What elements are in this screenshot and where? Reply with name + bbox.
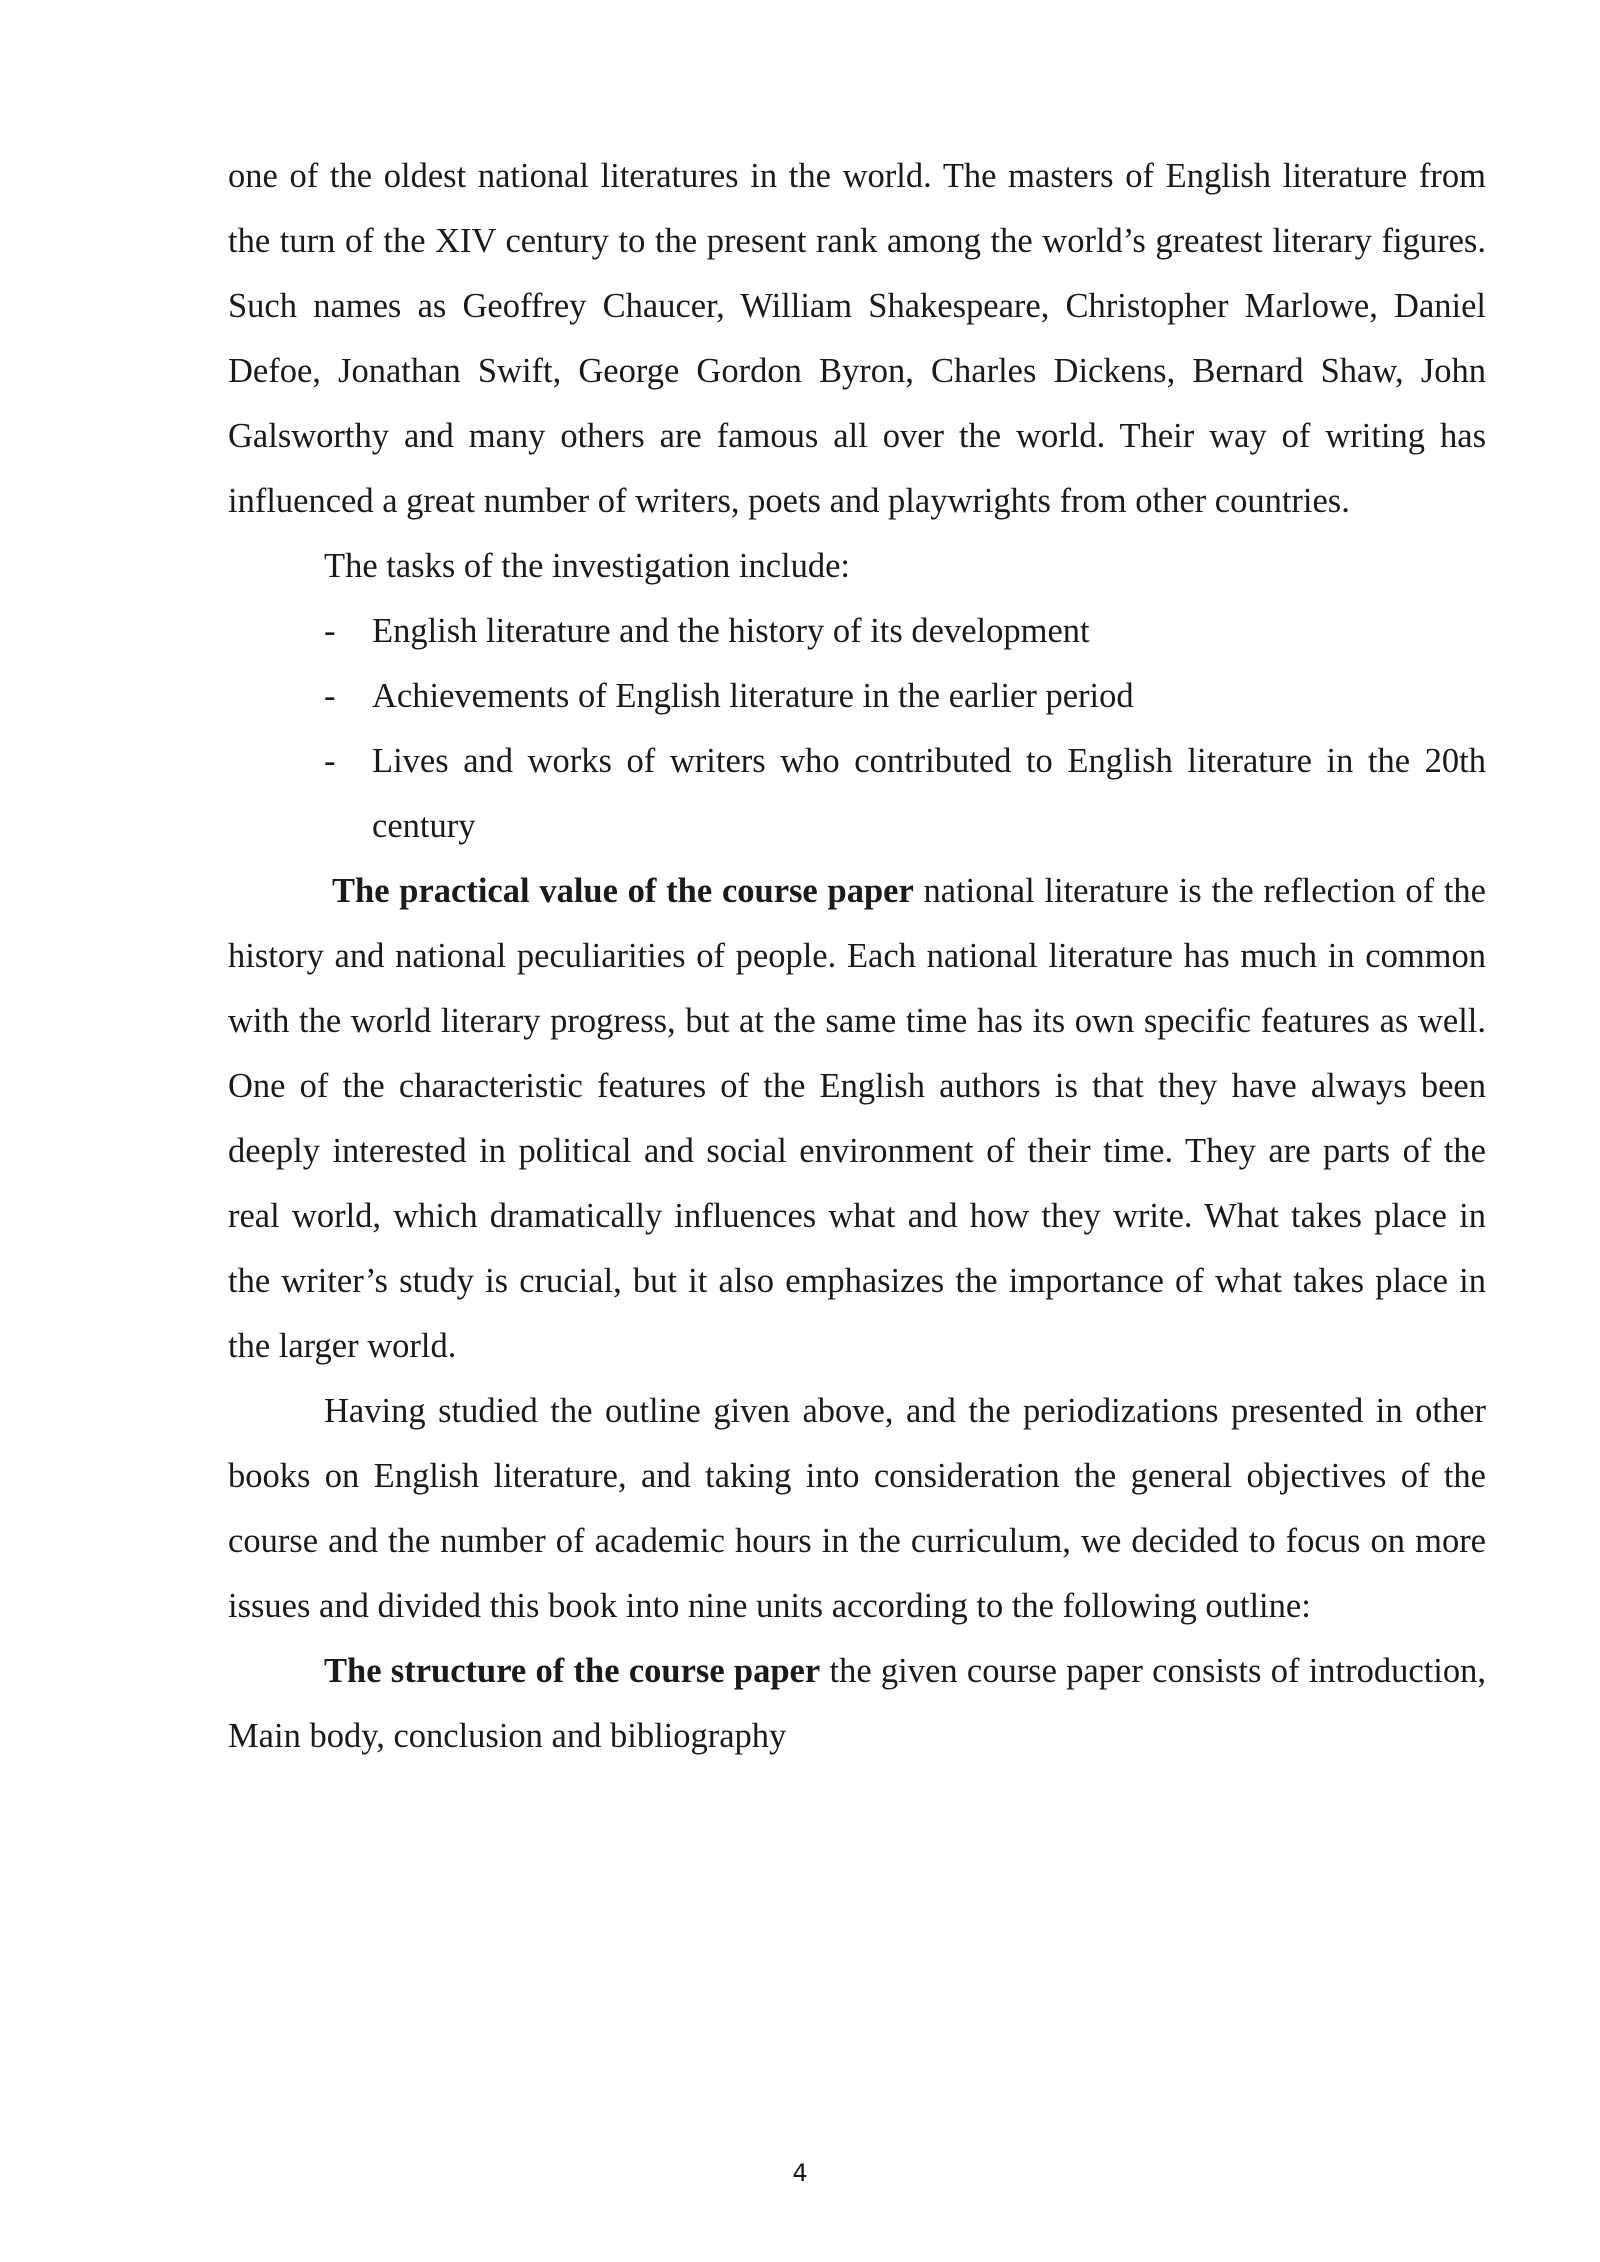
structure-paragraph — [228, 1639, 1486, 1769]
list-dash: - — [324, 612, 336, 650]
practical-value-paragraph — [228, 859, 1486, 1379]
structure-heading: The structure of the course paper — [324, 1652, 821, 1690]
document-body — [228, 144, 1486, 1769]
task-text: English literature and the history of its development — [372, 612, 1090, 650]
tasks-heading: The tasks of the investigation include: — [324, 547, 851, 585]
page-number: 4 — [792, 2159, 808, 2187]
tasks-list — [228, 599, 1486, 859]
task-text: Lives and works of writers who contributed to English literature in the 20th century — [372, 742, 1486, 845]
structure-text: the given course paper consists of introduction, Main body, conclusion and bibliography — [228, 1652, 1486, 1755]
list-item — [228, 664, 1486, 729]
list-item — [228, 729, 1486, 859]
practical-value-text: national literature is the reflection of the history and national peculiarities of people. Each national literature has much in common with the world literary progress, but at the same time has its own specific features as well. One of the characteristic features of the English authors is that they have always been deeply interested in political and social environment of their time. They are parts of the real world, which dramatically influences what and how they write. What takes place in the writer’s study is crucial, but it also emphasizes the importance of what takes place in the larger world. — [228, 872, 1486, 1365]
intro-paragraph: one of the oldest national literatures in the world. The masters of English literature from the turn of the XIV century to the present rank among the world’s greatest literary figures. Such names as Geoffrey Chaucer, William Shakespeare, Christopher Marlowe, Daniel Defoe, Jonathan Swift, George Gordon Byron, Charles Dickens, Bernard Shaw, John Galsworthy and many others are famous all over the world. Their way of writing has influenced a great number of writers, poets and playwrights from other countries. — [228, 157, 1486, 520]
list-dash: - — [324, 677, 336, 715]
list-dash: - — [324, 742, 336, 780]
task-text: Achievements of English literature in the earlier period — [372, 677, 1134, 715]
outline-paragraph: Having studied the outline given above, and the periodizations presented in other books on English literature, and taking into consideration the general objectives of the course and the number of academic hours in the curriculum, we decided to focus on more issues and divided this book into nine units according to the following outline: — [228, 1392, 1486, 1625]
practical-value-heading: The practical value of the course paper — [332, 872, 914, 910]
list-item — [228, 599, 1486, 664]
